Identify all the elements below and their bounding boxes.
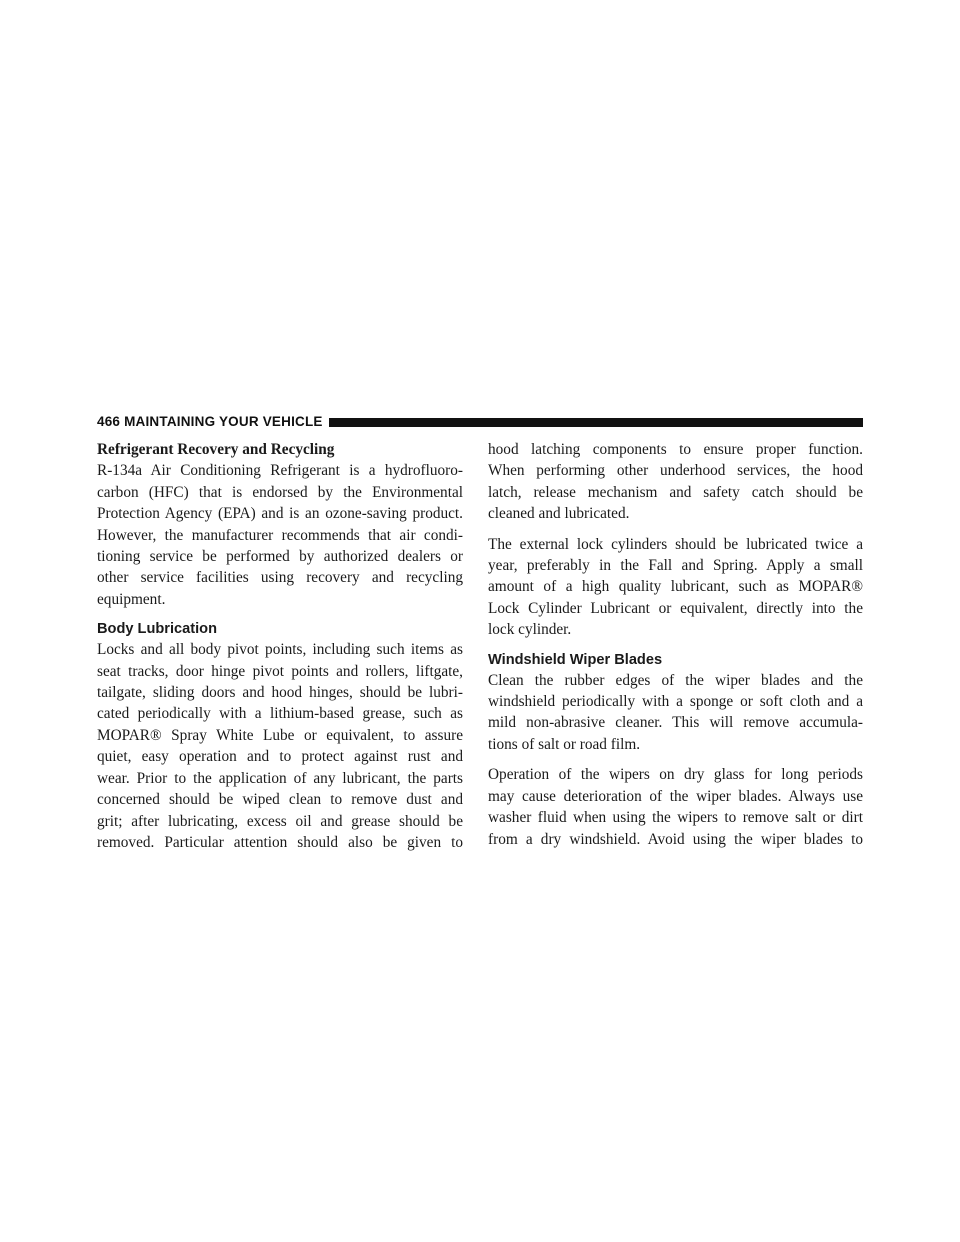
wiper-cleaning-paragraph — [488, 670, 863, 756]
text-line: concerned should be wiped clean to remove dust and — [97, 791, 463, 809]
text-line: tailgate, sliding doors and hood hinges, should be lubri- — [97, 684, 463, 702]
right-column — [488, 439, 863, 850]
text-line: Lock Cylinder Lubricant or equivalent, directly into the — [488, 599, 863, 617]
text-line: quiet, easy operation and to protect against rust and — [97, 748, 463, 766]
refrigerant-heading: Refrigerant Recovery and Recycling — [97, 441, 335, 458]
text-line: equipment. — [97, 590, 166, 608]
text-line: year, preferably in the Fall and Spring. Apply a small — [488, 557, 863, 575]
refrigerant-paragraph — [97, 460, 463, 610]
text-line: amount of a high quality lubricant, such as MOPAR® — [488, 578, 863, 596]
text-line: mild non-abrasive cleaner. This will remove accumula- — [488, 714, 863, 732]
text-line: removed. Particular attention should also be given to — [97, 833, 463, 851]
continuation-paragraph — [488, 439, 863, 525]
text-line: Locks and all body pivot points, including such items as — [97, 641, 463, 659]
page-number: 466 — [97, 414, 121, 429]
text-line: Clean the rubber edges of the wiper blades and the — [488, 671, 863, 689]
section-title: MAINTAINING YOUR VEHICLE — [124, 414, 323, 429]
text-line: grit; after lubricating, excess oil and grease should be — [97, 812, 463, 830]
text-line: R-134a Air Conditioning Refrigerant is a hydrofluoro- — [97, 462, 463, 480]
text-line: latch, release mechanism and safety catch should be — [488, 483, 863, 501]
text-line: Operation of the wipers on dry glass for long periods — [488, 766, 863, 784]
wiper-blades-heading: Windshield Wiper Blades — [488, 651, 663, 668]
text-line: cated periodically with a lithium-based grease, such as — [97, 705, 463, 723]
text-line: Protection Agency (EPA) and is an ozone-saving product. — [97, 505, 463, 523]
text-line: from a dry windshield. Avoid using the wiper blades to — [488, 830, 863, 848]
text-line: washer fluid when using the wipers to remove salt or dirt — [488, 809, 863, 827]
text-line: However, the manufacturer recommends that air condi- — [97, 526, 463, 544]
text-line: windshield periodically with a sponge or soft cloth and a — [488, 693, 863, 711]
page-header — [97, 414, 863, 430]
text-line: The external lock cylinders should be lubricated twice a — [488, 535, 863, 553]
text-line: tioning service be performed by authorized dealers or — [97, 548, 463, 566]
text-line: wear. Prior to the application of any lubricant, the parts — [97, 769, 463, 787]
text-line: other service facilities using recovery and recycling — [97, 569, 463, 587]
lock-cylinder-paragraph — [488, 534, 863, 641]
text-line: seat tracks, door hinge pivot points and rollers, liftgate, — [97, 662, 463, 680]
body-lubrication-heading: Body Lubrication — [97, 621, 217, 638]
text-line: hood latching components to ensure proper function. — [488, 441, 863, 458]
text-line: carbon (HFC) that is endorsed by the Environmental — [97, 483, 463, 501]
page-header-text — [97, 414, 329, 430]
text-line: MOPAR® Spray White Lube or equivalent, to assure — [97, 726, 463, 744]
text-line: cleaned and lubricated. — [488, 505, 630, 523]
wiper-operation-paragraph — [488, 764, 863, 850]
text-line: tions of salt or road film. — [488, 735, 641, 753]
text-line: lock cylinder. — [488, 621, 572, 639]
header-rule — [329, 418, 863, 427]
text-line: may cause deterioration of the wiper blades. Always use — [488, 787, 863, 805]
body-lubrication-paragraph — [97, 639, 463, 853]
left-column — [97, 439, 463, 853]
text-line: When performing other underhood services, the hood — [488, 462, 863, 480]
